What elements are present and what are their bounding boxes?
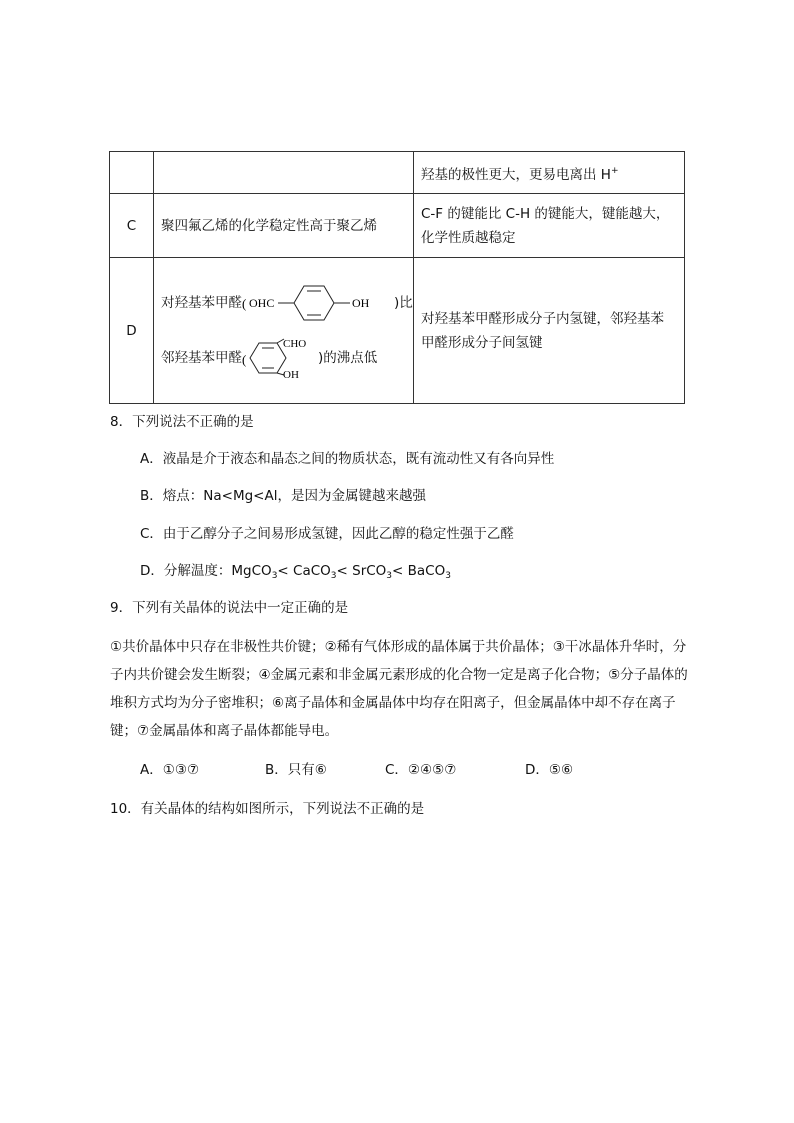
row-statement <box>154 152 414 194</box>
option-c: C．由于乙醇分子之间易形成氢键，因此乙醇的稳定性强于乙醛 <box>140 526 514 542</box>
row-label: D <box>110 258 154 404</box>
option-d <box>140 561 451 586</box>
compare-text: )的沸点低 <box>318 349 378 366</box>
question-9-body: ①共价晶体中只存在非极性共价键；②稀有气体形成的晶体属于共价晶体；③干冰晶体升华时，分子内共价键会发生断裂；④金属元素和非金属元素形成的化合物一定是离子化合物；⑤分子晶体的堆积方式均为分子密堆积；⑥离子晶体和金属晶体中均存在阳离子，但金属晶体中却不存在离子键；⑦金属晶体和离子晶体都能导电。 <box>110 639 688 739</box>
explanation-text: 羟基的极性更大，更易电离出 H <box>421 166 611 183</box>
para-hydroxybenzaldehyde-line <box>161 283 413 323</box>
para-hydroxybenzaldehyde-structure <box>242 283 394 323</box>
answer-table <box>109 151 685 404</box>
question-8-stem: 8．下列说法不正确的是 <box>110 414 254 430</box>
choice-d: D．⑤⑥ <box>525 762 574 778</box>
subscript: 3 <box>330 571 337 581</box>
svg-text:(: ( <box>242 295 247 311</box>
option-d-prefix: D．分解温度： <box>140 563 232 579</box>
question-9-stem: 9．下列有关晶体的说法中一定正确的是 <box>110 600 349 616</box>
compare-text: )比 <box>394 294 413 311</box>
row-label <box>110 152 154 194</box>
row-statement: 聚四氟乙烯的化学稳定性高于聚乙烯 <box>154 194 414 258</box>
row-explanation: 对羟基苯甲醛形成分子内氢键，邻羟基苯甲醛形成分子间氢键 <box>414 258 685 404</box>
subscript: 3 <box>386 571 393 581</box>
table-row <box>110 152 685 194</box>
compound-name: 对羟基苯甲醛 <box>161 294 242 311</box>
oh-group-label: OH <box>352 295 370 310</box>
cho-group-label: OHC <box>249 295 275 310</box>
table-row <box>110 194 685 258</box>
question-10-stem: 10．有关晶体的结构如图所示，下列说法不正确的是 <box>110 801 425 817</box>
option-a: A．液晶是介于液态和晶态之间的物质状态，既有流动性又有各向异性 <box>140 451 555 467</box>
row-statement <box>154 258 414 404</box>
superscript: + <box>610 165 619 176</box>
row-label: C <box>110 194 154 258</box>
ortho-hydroxybenzaldehyde-structure <box>242 337 318 379</box>
subscript: 3 <box>445 571 451 581</box>
table-row <box>110 258 685 404</box>
choice-a: A．①③⑦ <box>140 762 200 778</box>
formula: < CaCO <box>277 563 331 579</box>
compound-name: 邻羟基苯甲醛 <box>161 349 242 366</box>
option-b: B．熔点：Na<Mg<Al，是因为金属键越来越强 <box>140 488 426 504</box>
formula: < BaCO <box>392 563 446 579</box>
choice-c: C．②④⑤⑦ <box>385 762 457 778</box>
svg-text:(: ( <box>242 351 247 367</box>
ortho-hydroxybenzaldehyde-line <box>161 337 406 379</box>
formula: < SrCO <box>336 563 387 579</box>
row-explanation: C-F 的键能比 C-H 的键能大，键能越大，化学性质越稳定 <box>414 194 685 258</box>
cho-group-label: CHO <box>283 337 307 350</box>
choice-b: B．只有⑥ <box>265 762 327 778</box>
subscript: 3 <box>271 571 278 581</box>
row-explanation <box>414 152 685 194</box>
formula: MgCO <box>231 563 272 579</box>
oh-group-label: OH <box>283 368 299 379</box>
